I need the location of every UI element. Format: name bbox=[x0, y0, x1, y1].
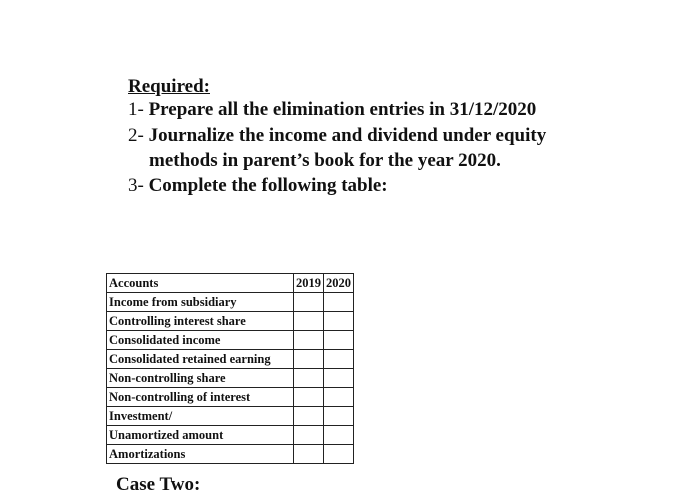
cell-2020 bbox=[324, 426, 354, 445]
cell-2020 bbox=[324, 388, 354, 407]
required-heading: Required: bbox=[128, 76, 210, 97]
requirement-2-number: 2- bbox=[128, 125, 144, 146]
case-two-heading-cutoff: Case Two: bbox=[116, 474, 201, 495]
cell-2020 bbox=[324, 350, 354, 369]
cell-2019 bbox=[294, 407, 324, 426]
row-label: Amortizations bbox=[107, 445, 294, 464]
cell-2019 bbox=[294, 445, 324, 464]
cell-2019 bbox=[294, 350, 324, 369]
requirement-3 bbox=[128, 175, 388, 197]
table-header-row bbox=[107, 274, 354, 293]
cell-2019 bbox=[294, 369, 324, 388]
cell-2020 bbox=[324, 369, 354, 388]
requirement-3-number: 3- bbox=[128, 175, 144, 196]
row-label: Controlling interest share bbox=[107, 312, 294, 331]
row-label: Income from subsidiary bbox=[107, 293, 294, 312]
header-2019: 2019 bbox=[294, 274, 324, 293]
table-row bbox=[107, 388, 354, 407]
requirement-1-number: 1- bbox=[128, 99, 144, 120]
table-row bbox=[107, 407, 354, 426]
cell-2019 bbox=[294, 312, 324, 331]
table-row bbox=[107, 293, 354, 312]
table-row bbox=[107, 426, 354, 445]
requirement-3-text: Complete the following table: bbox=[148, 175, 388, 196]
requirement-1 bbox=[128, 99, 536, 121]
row-label: Consolidated retained earning bbox=[107, 350, 294, 369]
header-accounts: Accounts bbox=[107, 274, 294, 293]
requirement-1-text: Prepare all the elimination entries in 31/12/2020 bbox=[148, 99, 537, 120]
table-row bbox=[107, 445, 354, 464]
table-row bbox=[107, 331, 354, 350]
cell-2019 bbox=[294, 388, 324, 407]
cell-2020 bbox=[324, 293, 354, 312]
table-row bbox=[107, 350, 354, 369]
cell-2019 bbox=[294, 331, 324, 350]
requirement-2-text: Journalize the income and dividend under equity bbox=[148, 125, 547, 146]
cell-2020 bbox=[324, 407, 354, 426]
row-label: Investment/ bbox=[107, 407, 294, 426]
cell-2020 bbox=[324, 312, 354, 331]
cell-2019 bbox=[294, 293, 324, 312]
accounts-table bbox=[106, 273, 354, 464]
cell-2019 bbox=[294, 426, 324, 445]
requirement-2 bbox=[128, 125, 546, 147]
row-label: Non-controlling share bbox=[107, 369, 294, 388]
row-label: Non-controlling of interest bbox=[107, 388, 294, 407]
header-2020: 2020 bbox=[324, 274, 354, 293]
table-row bbox=[107, 312, 354, 331]
row-label: Unamortized amount bbox=[107, 426, 294, 445]
cell-2020 bbox=[324, 445, 354, 464]
row-label: Consolidated income bbox=[107, 331, 294, 350]
requirement-2-continuation-text: methods in parent’s book for the year 2020. bbox=[149, 150, 501, 171]
table-row bbox=[107, 369, 354, 388]
cell-2020 bbox=[324, 331, 354, 350]
requirement-2-continuation bbox=[149, 150, 501, 172]
